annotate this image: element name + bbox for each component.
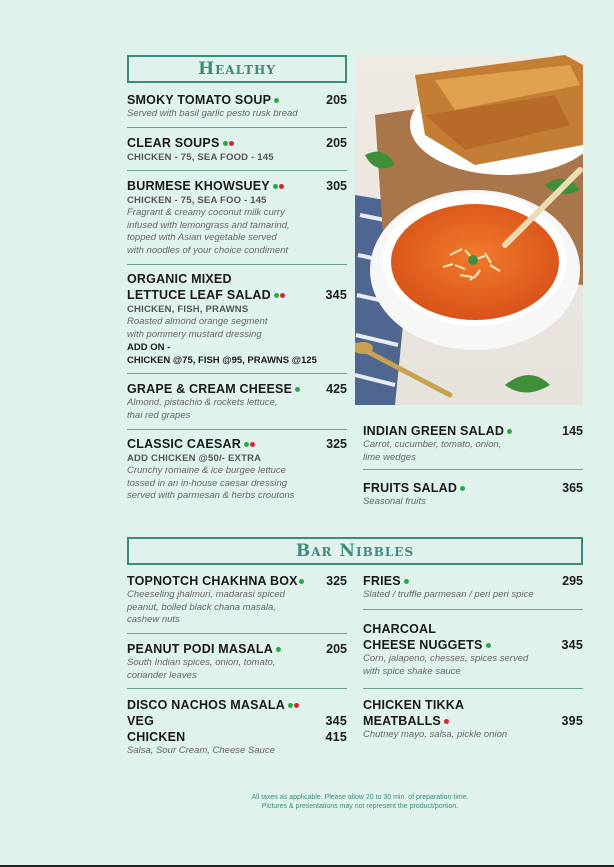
menu-item-clear-soups <box>127 135 347 164</box>
menu-item-peanut-podi-masala <box>127 641 347 682</box>
addon-prices: CHICKEN @75, FISH @95, PRAWNS @125 <box>127 355 317 366</box>
item-price: 395 <box>561 714 583 728</box>
item-desc: Chutney mayo, salsa, pickle onion <box>363 729 508 740</box>
divider <box>127 429 347 430</box>
item-price: 145 <box>562 424 583 438</box>
item-price: 345 <box>561 638 583 652</box>
item-name: FRUITS SALAD <box>363 481 458 495</box>
menu-item-organic-lettuce-salad <box>127 271 347 367</box>
item-options: CHICKEN - 75, SEA FOOD - 145 <box>127 152 274 163</box>
divider <box>127 170 347 171</box>
menu-item-disco-nachos-masala <box>127 697 347 758</box>
item-desc-line: peanut, boiled black chana masala, <box>127 601 276 613</box>
item-desc-line: with noodles of your choice condiment <box>127 244 289 256</box>
nonveg-dot-icon <box>279 184 284 189</box>
divider <box>127 127 347 128</box>
item-price: 425 <box>326 382 347 396</box>
nonveg-dot-icon <box>280 293 285 298</box>
divider <box>127 264 347 265</box>
item-name-line1: ORGANIC MIXED <box>127 272 232 286</box>
veg-dot-icon <box>507 429 512 434</box>
veg-dot-icon <box>274 293 279 298</box>
divider <box>127 688 347 689</box>
divider <box>363 688 583 689</box>
item-name: PEANUT PODI MASALA <box>127 642 273 656</box>
variant-veg-label: VEG <box>127 714 154 728</box>
veg-dot-icon <box>223 141 228 146</box>
item-name: FRIES <box>363 574 401 588</box>
item-price: 345 <box>325 288 347 302</box>
divider <box>127 633 347 634</box>
item-options: CHICKEN, FISH, PRAWNS <box>127 304 249 315</box>
footer-note <box>210 793 510 811</box>
healthy-section-title: Healthy <box>127 55 347 83</box>
veg-dot-icon <box>404 579 409 584</box>
item-price: 205 <box>326 642 347 656</box>
item-desc-line: Carrot, cucumber, tomato, onion, <box>363 439 502 450</box>
item-name: SMOKY TOMATO SOUP <box>127 93 272 107</box>
item-price: 205 <box>326 93 347 107</box>
tomato-soup-photo <box>355 55 583 405</box>
item-price: 365 <box>562 481 583 495</box>
item-desc-line: with pommery mustard dressing <box>127 328 262 340</box>
footer-line1: All taxes as applicable. Please allow 20 to 30 min. of preparation time. <box>251 794 469 801</box>
item-desc-line: Almond, pistachio & rockets lettuce, <box>127 397 278 408</box>
item-name: TOPNOTCH CHAKHNA BOX <box>127 574 298 588</box>
item-options: CHICKEN - 75, SEA FOO - 145 <box>127 195 267 206</box>
divider <box>363 469 583 470</box>
variant-veg-price: 345 <box>325 714 347 728</box>
item-name: DISCO NACHOS MASALA <box>127 698 285 712</box>
veg-dot-icon <box>288 703 293 708</box>
menu-item-indian-green-salad <box>363 423 583 464</box>
divider <box>127 373 347 374</box>
item-desc-line: tossed in an in-house caesar dressing <box>127 477 288 489</box>
item-name-line1: CHICKEN TIKKA <box>363 698 465 712</box>
item-desc-line: thai red grapes <box>127 409 191 421</box>
menu-item-chicken-tikka-meatballs <box>363 697 583 742</box>
item-desc-line: topped with Asian vegetable served <box>127 232 277 243</box>
item-desc-line: lime wedges <box>363 451 416 463</box>
variant-chicken-label: CHICKEN <box>127 730 186 744</box>
item-desc-line: served with parmesan & herbs croutons <box>127 490 295 501</box>
veg-dot-icon <box>276 647 281 652</box>
veg-dot-icon <box>299 579 304 584</box>
menu-item-burmese-khowsuey <box>127 178 347 257</box>
footer-line2: Pictures & presentations may not represent the product/portion. <box>261 803 459 810</box>
nonveg-dot-icon <box>294 703 299 708</box>
item-desc-line: with spice shake sauce <box>363 665 461 677</box>
item-desc-line: infused with lemongrass and tamarind, <box>127 219 290 231</box>
item-name-line2: MEATBALLS <box>363 714 441 728</box>
bar-nibbles-section-title: Bar Nibbles <box>127 537 583 565</box>
item-name: INDIAN GREEN SALAD <box>363 424 505 438</box>
veg-dot-icon <box>244 442 249 447</box>
veg-dot-icon <box>295 387 300 392</box>
nonveg-dot-icon <box>250 442 255 447</box>
item-price: 325 <box>326 437 347 451</box>
addon-title: ADD ON - <box>127 342 171 353</box>
menu-item-classic-caesar <box>127 436 347 503</box>
menu-item-fruits-salad <box>363 480 583 509</box>
veg-dot-icon <box>460 486 465 491</box>
item-desc-line: coriander leaves <box>127 669 197 681</box>
item-price: 305 <box>326 179 347 193</box>
nonveg-dot-icon <box>444 719 449 724</box>
item-name-line2: CHEESE NUGGETS <box>363 638 483 652</box>
item-desc-line: cashew nuts <box>127 614 180 625</box>
item-desc: Salsa, Sour Cream, Cheese Sauce <box>127 745 275 756</box>
veg-dot-icon <box>274 98 279 103</box>
item-name: CLASSIC CAESAR <box>127 437 241 451</box>
menu-item-topnotch-chakhna-box <box>127 573 347 627</box>
menu-item-charcoal-cheese-nuggets <box>363 621 583 678</box>
item-name: CLEAR SOUPS <box>127 136 220 150</box>
veg-dot-icon <box>273 184 278 189</box>
item-desc-line: Corn, jalapeno, chesses, spices served <box>363 653 529 664</box>
item-desc: Served with basil garlic pesto rusk bread <box>127 108 298 119</box>
item-price: 205 <box>326 136 347 150</box>
item-desc: Slated / truffle parmesan / peri peri spice <box>363 589 534 600</box>
item-desc-line: Cheeseling jhalmuri, madarasi spiced <box>127 589 285 600</box>
nonveg-dot-icon <box>229 141 234 146</box>
divider <box>363 609 583 610</box>
menu-item-smoky-tomato-soup <box>127 92 347 121</box>
veg-dot-icon <box>486 643 491 648</box>
variant-chicken-price: 415 <box>325 730 347 744</box>
item-desc-line: South Indian spices, onion, tomato, <box>127 657 276 668</box>
item-name-line1: CHARCOAL <box>363 622 437 636</box>
item-desc: Seasonal fruits <box>363 496 426 507</box>
item-price: 295 <box>562 574 583 588</box>
item-name: BURMESE KHOWSUEY <box>127 179 270 193</box>
item-desc-line: Fragrant & creamy coconut milk curry <box>127 207 285 218</box>
item-desc-line: Crunchy romaine & ice burgee lettuce <box>127 465 286 476</box>
item-desc-line: Roasted almond orange segment <box>127 316 268 327</box>
item-options: ADD CHICKEN @50/- EXTRA <box>127 453 262 464</box>
item-name: GRAPE & CREAM CHEESE <box>127 382 293 396</box>
menu-item-fries <box>363 573 583 602</box>
item-price: 325 <box>326 574 347 588</box>
menu-item-grape-cream-cheese <box>127 381 347 422</box>
item-name-line2: LETTUCE LEAF SALAD <box>127 288 271 302</box>
